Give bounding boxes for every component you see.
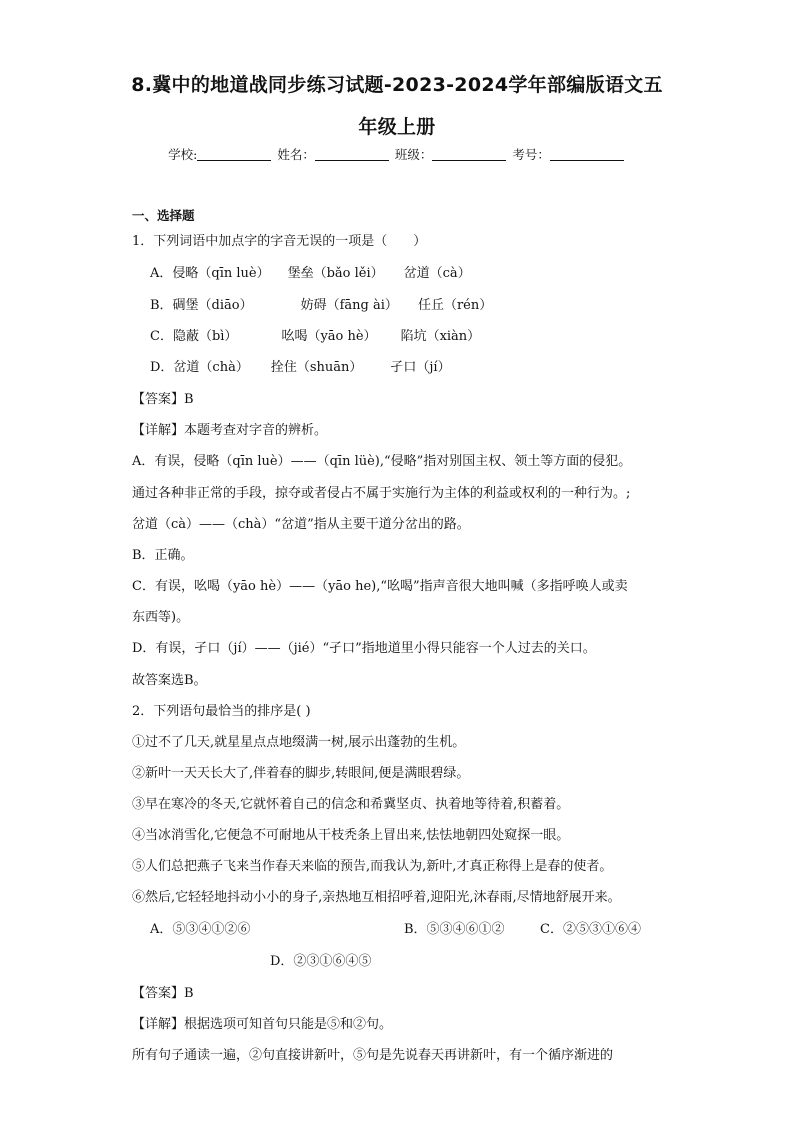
section-heading: 一、选择题 bbox=[132, 208, 195, 223]
school-label: 学校: bbox=[168, 147, 198, 162]
q1-detail-line: 岔道（cà）——（chà）“岔道”指从主要干道分岔出的路。 bbox=[132, 517, 470, 532]
q1-option-b: B．碉堡（diāo） 妨碍（fāng ài） 任丘（rén） bbox=[150, 298, 493, 313]
q2-answer: 【答案】B bbox=[132, 986, 194, 1001]
q1-detail-line: A．有误，侵略（qīn luè）——（qīn lüè),“侵略”指对别国主权、领土等方面的侵犯。 bbox=[132, 454, 632, 469]
q1-option-a: A．侵略（qīn luè） 堡垒（bǎo lěi） 岔道（cà） bbox=[150, 266, 471, 281]
q1-detail-line: B．正确。 bbox=[132, 548, 194, 563]
name-blank bbox=[315, 148, 389, 161]
q2-stem: 2．下列语句最恰当的排序是( ) bbox=[132, 704, 311, 719]
q2-option-b: B．⑤③④⑥①② bbox=[404, 922, 505, 937]
q2-option-d: D．②③①⑥④⑤ bbox=[270, 954, 372, 969]
q1-detail-line: C．有误，吆喝（yāo hè）——（yāo he),“吆喝”指声音很大地叫喊（多指呼唤人或卖 bbox=[132, 579, 628, 594]
q2-sentence: ①过不了几天,就星星点点地缀满一树,展示出蓬勃的生机。 bbox=[132, 735, 466, 750]
document-title-line1: 8.冀中的地道战同步练习试题-2023-2024学年部编版语文五 bbox=[131, 74, 663, 96]
class-blank bbox=[432, 148, 506, 161]
q2-sentence: ③早在寒冷的冬天,它就怀着自己的信念和希冀坚贞、执着地等待着,积蓄着。 bbox=[132, 797, 570, 812]
name-label: 姓名： bbox=[277, 147, 315, 162]
q2-detail-line: 所有句子通读一遍，②句直接讲新叶，⑤句是先说春天再讲新叶，有一个循序渐进的 bbox=[132, 1048, 614, 1063]
q2-sentence: ④当冰消雪化,它便急不可耐地从干枝秃条上冒出来,怯怯地朝四处窥探一眼。 bbox=[132, 828, 570, 843]
q2-sentence: ⑤人们总把燕子飞来当作春天来临的预告,而我认为,新叶,才真正称得上是春的使者。 bbox=[132, 859, 613, 874]
exam-no-blank bbox=[550, 148, 624, 161]
q2-sentence: ⑥然后,它轻轻地抖动小小的身子,亲热地互相招呼着,迎阳光,沐春雨,尽情地舒展开来。 bbox=[132, 890, 621, 905]
q1-detail-intro: 【详解】本题考查对字音的辨析。 bbox=[132, 423, 328, 438]
q1-answer: 【答案】B bbox=[132, 392, 194, 407]
q2-option-a: A．⑤③④①②⑥ bbox=[150, 922, 251, 937]
q2-sentence: ②新叶一天天长大了,伴着春的脚步,转眼间,便是满眼碧绿。 bbox=[132, 766, 470, 781]
q1-option-d: D．岔道（chà） 拴住（shuān） 孑口（jí） bbox=[150, 360, 451, 375]
exam-no-label: 考号： bbox=[512, 147, 550, 162]
q1-detail-line: D．有误，孑口（jí）——（jié）“孑口”指地道里小得只能容一个人过去的关口。 bbox=[132, 641, 596, 656]
q1-option-c: C．隐蔽（bì） 吆喝（yāo hè） 陷坑（xiàn） bbox=[150, 329, 481, 344]
q1-detail-line: 通过各种非正常的手段，掠夺或者侵占不属于实施行为主体的利益或权利的一种行为。; bbox=[132, 486, 631, 501]
school-blank bbox=[197, 148, 271, 161]
q2-detail-intro: 【详解】根据选项可知首句只能是⑤和②句。 bbox=[132, 1017, 393, 1032]
q1-stem: 1．下列词语中加点字的字音无误的一项是（ ） bbox=[132, 234, 427, 249]
q1-detail-line: 故答案选B。 bbox=[132, 673, 207, 688]
q2-option-c: C．②⑤③①⑥④ bbox=[540, 922, 641, 937]
class-label: 班级： bbox=[394, 147, 433, 162]
document-title-line2: 年级上册 bbox=[358, 116, 436, 138]
q1-detail-line: 东西等)。 bbox=[132, 610, 190, 625]
student-info-row bbox=[0, 145, 794, 163]
